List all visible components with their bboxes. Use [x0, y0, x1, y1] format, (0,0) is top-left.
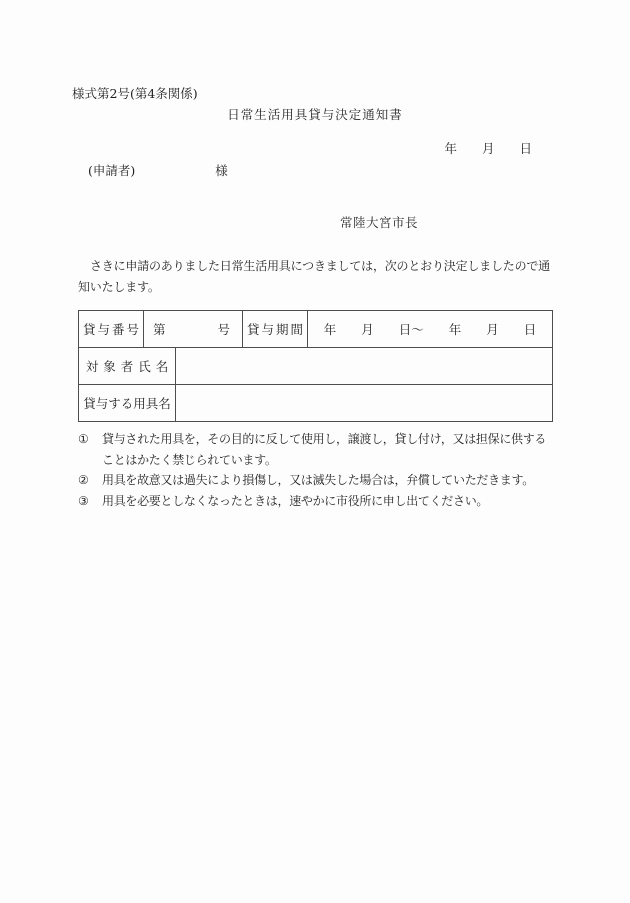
loan-period-label-cell: 貸与期間 — [243, 311, 308, 348]
note-text: 用具を必要としなくなったときは，速やかに市役所に申し出てください。 — [102, 493, 489, 508]
loan-number-label-cell: 貸与番号 — [79, 311, 144, 348]
note-text: ことはかたく禁じられています。 — [102, 452, 277, 467]
note-item-2 — [78, 470, 546, 491]
recipient-label-cell: 対象者氏名 — [79, 348, 176, 385]
loan-details-table — [78, 310, 553, 422]
note-text: 用具を故意又は過失により損傷し，又は滅失した場合は，弁償していただきます。 — [102, 473, 534, 487]
applicant-label: (申請者) — [88, 163, 136, 178]
applicant-honorific: 様 — [215, 163, 228, 178]
applicant-line — [88, 161, 228, 179]
note-number: ① — [78, 432, 89, 446]
note-number: ② — [78, 473, 89, 487]
notes-list — [78, 429, 546, 511]
loan-number-prefix: 第 — [153, 322, 166, 337]
table-row-equipment — [79, 385, 553, 422]
note-number: ③ — [78, 493, 89, 508]
note-item-1 — [78, 429, 546, 470]
body-paragraph-line: さきに申請のありました日常生活用具につきましては，次のとおり決定しましたので通 — [90, 259, 550, 273]
equipment-label-cell: 貸与する用具名 — [79, 385, 176, 422]
note-item-3 — [78, 491, 546, 512]
body-paragraph-line: 知いたします。 — [78, 280, 160, 294]
loan-number-suffix: 号 — [217, 322, 230, 337]
note-text: 貸与された用具を，その目的に反して使用し，譲渡し，貸し付け，又は担保に供する — [102, 432, 547, 446]
loan-number-value-cell — [144, 311, 243, 348]
table-row-recipient — [79, 348, 553, 385]
equipment-value-cell — [176, 385, 553, 422]
table-row-loan-number-period — [79, 311, 553, 348]
form-number: 様式第2号(第4条関係) — [72, 86, 198, 101]
recipient-value-cell — [176, 348, 553, 385]
sender-name: 常陸大宮市長 — [340, 215, 419, 230]
body-paragraph — [78, 256, 550, 298]
document-title: 日常生活用具貸与決定通知書 — [227, 107, 403, 122]
loan-period-value-cell: 年 月 日～ 年 月 日 — [308, 311, 553, 348]
date-line: 年 月 日 — [444, 141, 532, 156]
